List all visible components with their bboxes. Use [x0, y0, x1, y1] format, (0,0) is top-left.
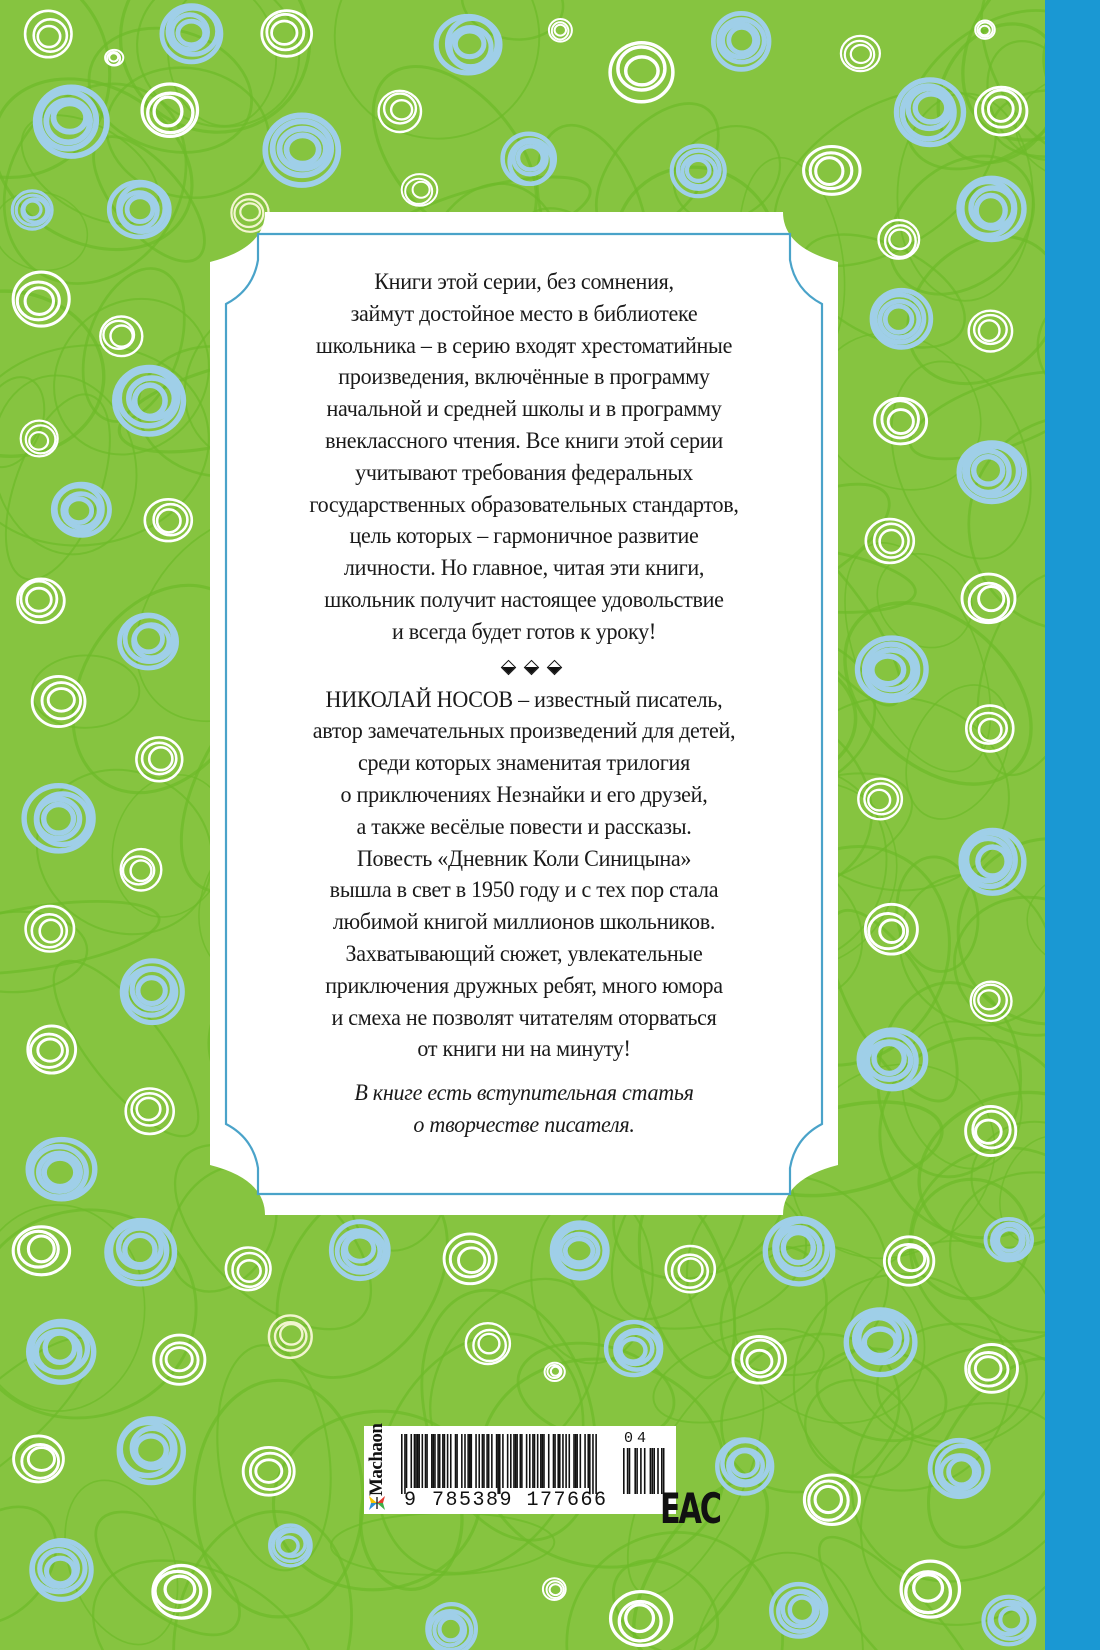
isbn-first-digit: 9	[404, 1489, 417, 1512]
text-line: начальной и средней школы и в программу	[326, 396, 722, 423]
text-line: любимой книгой миллионов школьников.	[332, 909, 716, 936]
text-line: приключения дружных ребят, много юмора	[325, 972, 723, 999]
text-line: займут достойное место в библиотеке	[350, 300, 698, 327]
diamond-icon	[523, 659, 539, 675]
text-line: В книге есть вступительная статья	[354, 1080, 694, 1107]
blurb-panel	[210, 212, 838, 1215]
text-line: а также весёлые повести и рассказы.	[356, 813, 692, 840]
text-line: личности. Но главное, читая эти книги,	[343, 555, 705, 582]
isbn-digits: 785389 177666	[432, 1489, 608, 1512]
text-line: учитывают требования федеральных	[355, 459, 693, 486]
eac-certification-mark: EAC	[660, 1484, 720, 1533]
panel-text	[240, 267, 808, 1142]
text-line: среди которых знаменитая трилогия	[358, 750, 690, 777]
text-line: произведения, включённые в программу	[338, 364, 710, 391]
text-line: и смеха не позволят читателям оторваться	[331, 1004, 717, 1031]
text-line: от книги ни на минуту!	[417, 1036, 631, 1063]
text-line: школьник получит настоящее удовольствие	[324, 586, 724, 613]
text-line: вышла в свет в 1950 году и с тех пор стала	[329, 877, 719, 904]
text-line: государственных образовательных стандартов,	[309, 491, 739, 518]
text-line: Повесть «Дневник Коли Синицына»	[356, 845, 692, 872]
author-description	[257, 685, 791, 1067]
text-line: цель которых – гармоничное развитие	[349, 523, 699, 550]
text-line: о приключениях Незнайки и его друзей,	[340, 781, 708, 808]
text-line: о творчестве писателя.	[413, 1111, 635, 1138]
spine-edge-strip	[1045, 0, 1100, 1650]
series-description	[257, 267, 791, 649]
text-line: и всегда будет готов к уроку!	[392, 618, 656, 645]
text-line: школьника – в серию входят хрестоматийные	[315, 332, 733, 359]
text-line: НИКОЛАЙ НОСОВ – известный писатель,	[325, 686, 723, 713]
text-line: Захватывающий сюжет, увлекательные	[345, 940, 703, 967]
isbn-barcode-label	[364, 1423, 676, 1514]
text-line: Книги этой серии, без сомнения,	[374, 269, 674, 295]
diamond-icon	[546, 659, 562, 675]
publisher-logo	[364, 1423, 392, 1514]
publisher-name: Machaon	[366, 1423, 387, 1496]
section-divider	[240, 659, 808, 679]
butterfly-logo-icon	[368, 1494, 386, 1512]
diamond-icon	[500, 659, 516, 675]
intro-article-note	[257, 1078, 791, 1142]
text-line: автор замечательных произведений для детей,	[312, 718, 736, 745]
barcode-addon: 04	[624, 1430, 651, 1447]
text-line: внеклассного чтения. Все книги этой серии	[325, 427, 723, 454]
